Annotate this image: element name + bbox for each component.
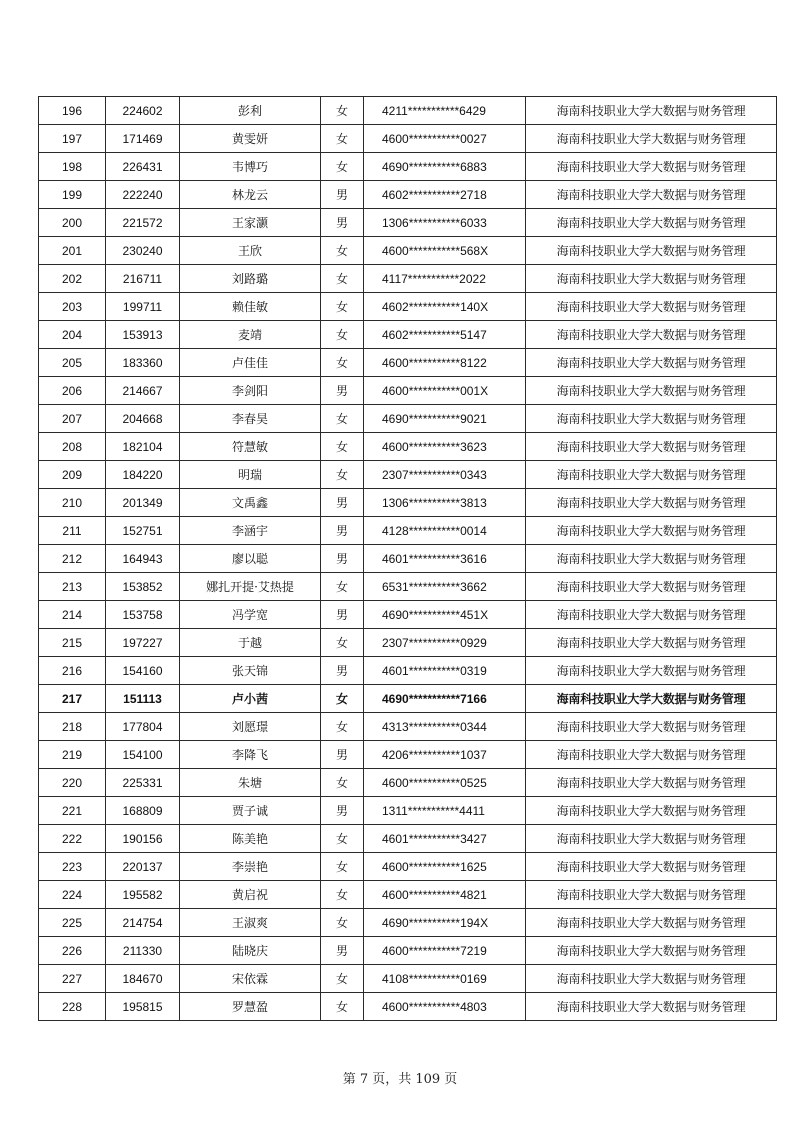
cell-gender: 女: [321, 685, 364, 713]
cell-gender: 男: [321, 601, 364, 629]
cell-gender: 男: [321, 181, 364, 209]
cell-gender: 女: [321, 629, 364, 657]
cell-exam-id: 214667: [106, 377, 180, 405]
table-row: [39, 433, 777, 461]
cell-id-card: 1306***********3813: [364, 489, 526, 517]
cell-id-card: 6531***********3662: [364, 573, 526, 601]
cell-gender: 女: [321, 461, 364, 489]
table-row: [39, 125, 777, 153]
cell-exam-id: 177804: [106, 713, 180, 741]
cell-id-card: 4600***********0525: [364, 769, 526, 797]
cell-row-number: 213: [39, 573, 106, 601]
cell-name: 陈美艳: [180, 825, 321, 853]
cell-name: 李剑阳: [180, 377, 321, 405]
table-row: [39, 629, 777, 657]
cell-exam-id: 151113: [106, 685, 180, 713]
cell-exam-id: 152751: [106, 517, 180, 545]
cell-gender: 女: [321, 993, 364, 1021]
table-row: [39, 853, 777, 881]
cell-row-number: 215: [39, 629, 106, 657]
table-row: [39, 461, 777, 489]
cell-name: 韦博巧: [180, 153, 321, 181]
cell-school-major: 海南科技职业大学大数据与财务管理: [526, 125, 777, 153]
cell-row-number: 199: [39, 181, 106, 209]
table-row: [39, 797, 777, 825]
cell-name: 麦靖: [180, 321, 321, 349]
cell-row-number: 207: [39, 405, 106, 433]
cell-name: 文禹鑫: [180, 489, 321, 517]
cell-gender: 男: [321, 545, 364, 573]
cell-name: 李涵宇: [180, 517, 321, 545]
cell-name: 卢佳佳: [180, 349, 321, 377]
cell-name: 林龙云: [180, 181, 321, 209]
cell-gender: 男: [321, 209, 364, 237]
cell-id-card: 4690***********194X: [364, 909, 526, 937]
cell-exam-id: 224602: [106, 97, 180, 125]
cell-school-major: 海南科技职业大学大数据与财务管理: [526, 433, 777, 461]
cell-name: 朱塘: [180, 769, 321, 797]
cell-gender: 女: [321, 433, 364, 461]
cell-row-number: 223: [39, 853, 106, 881]
cell-row-number: 211: [39, 517, 106, 545]
cell-name: 卢小茜: [180, 685, 321, 713]
cell-id-card: 4600***********0027: [364, 125, 526, 153]
cell-exam-id: 211330: [106, 937, 180, 965]
cell-id-card: 4601***********3616: [364, 545, 526, 573]
cell-exam-id: 153852: [106, 573, 180, 601]
table-row: [39, 601, 777, 629]
cell-id-card: 4600***********1625: [364, 853, 526, 881]
cell-school-major: 海南科技职业大学大数据与财务管理: [526, 321, 777, 349]
cell-school-major: 海南科技职业大学大数据与财务管理: [526, 153, 777, 181]
cell-gender: 女: [321, 965, 364, 993]
cell-school-major: 海南科技职业大学大数据与财务管理: [526, 965, 777, 993]
cell-name: 王欣: [180, 237, 321, 265]
cell-school-major: 海南科技职业大学大数据与财务管理: [526, 853, 777, 881]
table-row: [39, 181, 777, 209]
cell-school-major: 海南科技职业大学大数据与财务管理: [526, 237, 777, 265]
cell-id-card: 4600***********3623: [364, 433, 526, 461]
cell-school-major: 海南科技职业大学大数据与财务管理: [526, 601, 777, 629]
cell-exam-id: 183360: [106, 349, 180, 377]
cell-gender: 女: [321, 713, 364, 741]
cell-name: 宋依霖: [180, 965, 321, 993]
cell-name: 贾子诚: [180, 797, 321, 825]
cell-exam-id: 226431: [106, 153, 180, 181]
table-row: [39, 881, 777, 909]
cell-exam-id: 153758: [106, 601, 180, 629]
cell-school-major: 海南科技职业大学大数据与财务管理: [526, 741, 777, 769]
table-row: [39, 405, 777, 433]
cell-name: 李春昊: [180, 405, 321, 433]
cell-id-card: 4117***********2022: [364, 265, 526, 293]
cell-exam-id: 154160: [106, 657, 180, 685]
cell-school-major: 海南科技职业大学大数据与财务管理: [526, 517, 777, 545]
table-row: [39, 685, 777, 713]
cell-gender: 女: [321, 321, 364, 349]
cell-name: 赖佳敏: [180, 293, 321, 321]
cell-school-major: 海南科技职业大学大数据与财务管理: [526, 685, 777, 713]
cell-exam-id: 195815: [106, 993, 180, 1021]
cell-school-major: 海南科技职业大学大数据与财务管理: [526, 461, 777, 489]
cell-row-number: 200: [39, 209, 106, 237]
cell-exam-id: 182104: [106, 433, 180, 461]
cell-school-major: 海南科技职业大学大数据与财务管理: [526, 769, 777, 797]
table-row: [39, 741, 777, 769]
cell-name: 罗慧盈: [180, 993, 321, 1021]
table-row: [39, 545, 777, 573]
table-row: [39, 321, 777, 349]
cell-row-number: 196: [39, 97, 106, 125]
cell-id-card: 1306***********6033: [364, 209, 526, 237]
cell-name: 李崇艳: [180, 853, 321, 881]
cell-id-card: 4108***********0169: [364, 965, 526, 993]
cell-id-card: 4600***********7219: [364, 937, 526, 965]
cell-row-number: 218: [39, 713, 106, 741]
cell-name: 符慧敏: [180, 433, 321, 461]
cell-school-major: 海南科技职业大学大数据与财务管理: [526, 713, 777, 741]
cell-row-number: 217: [39, 685, 106, 713]
cell-exam-id: 214754: [106, 909, 180, 937]
cell-name: 李降飞: [180, 741, 321, 769]
table-row: [39, 517, 777, 545]
table-row: [39, 713, 777, 741]
cell-row-number: 202: [39, 265, 106, 293]
cell-row-number: 206: [39, 377, 106, 405]
table-row: [39, 293, 777, 321]
cell-id-card: 4602***********140X: [364, 293, 526, 321]
cell-row-number: 226: [39, 937, 106, 965]
page-footer: 第 7 页，共 109 页: [342, 1072, 458, 1087]
cell-name: 明瑞: [180, 461, 321, 489]
cell-school-major: 海南科技职业大学大数据与财务管理: [526, 573, 777, 601]
cell-id-card: 4690***********9021: [364, 405, 526, 433]
cell-row-number: 214: [39, 601, 106, 629]
cell-name: 于越: [180, 629, 321, 657]
cell-exam-id: 230240: [106, 237, 180, 265]
cell-id-card: 4601***********0319: [364, 657, 526, 685]
cell-school-major: 海南科技职业大学大数据与财务管理: [526, 489, 777, 517]
cell-gender: 男: [321, 657, 364, 685]
cell-row-number: 201: [39, 237, 106, 265]
table-row: [39, 825, 777, 853]
cell-exam-id: 204668: [106, 405, 180, 433]
cell-exam-id: 195582: [106, 881, 180, 909]
cell-row-number: 227: [39, 965, 106, 993]
cell-school-major: 海南科技职业大学大数据与财务管理: [526, 629, 777, 657]
cell-name: 王家灏: [180, 209, 321, 237]
cell-name: 娜扎开提·艾热提: [180, 573, 321, 601]
cell-name: 陆晓庆: [180, 937, 321, 965]
cell-id-card: 4690***********451X: [364, 601, 526, 629]
cell-name: 张天锦: [180, 657, 321, 685]
cell-exam-id: 171469: [106, 125, 180, 153]
cell-id-card: 4600***********4821: [364, 881, 526, 909]
cell-gender: 女: [321, 909, 364, 937]
cell-gender: 女: [321, 881, 364, 909]
cell-exam-id: 168809: [106, 797, 180, 825]
cell-id-card: 4600***********001X: [364, 377, 526, 405]
cell-id-card: 4313***********0344: [364, 713, 526, 741]
cell-row-number: 228: [39, 993, 106, 1021]
table-row: [39, 909, 777, 937]
cell-school-major: 海南科技职业大学大数据与财务管理: [526, 97, 777, 125]
cell-gender: 女: [321, 265, 364, 293]
cell-name: 王淑爽: [180, 909, 321, 937]
cell-id-card: 4602***********2718: [364, 181, 526, 209]
cell-name: 黄雯妍: [180, 125, 321, 153]
cell-gender: 女: [321, 853, 364, 881]
cell-id-card: 4690***********6883: [364, 153, 526, 181]
table-row: [39, 993, 777, 1021]
cell-row-number: 222: [39, 825, 106, 853]
cell-exam-id: 184220: [106, 461, 180, 489]
cell-exam-id: 222240: [106, 181, 180, 209]
cell-school-major: 海南科技职业大学大数据与财务管理: [526, 293, 777, 321]
cell-exam-id: 220137: [106, 853, 180, 881]
cell-school-major: 海南科技职业大学大数据与财务管理: [526, 545, 777, 573]
cell-id-card: 2307***********0929: [364, 629, 526, 657]
table-row: [39, 209, 777, 237]
cell-school-major: 海南科技职业大学大数据与财务管理: [526, 937, 777, 965]
cell-school-major: 海南科技职业大学大数据与财务管理: [526, 377, 777, 405]
cell-school-major: 海南科技职业大学大数据与财务管理: [526, 825, 777, 853]
table-body: [39, 97, 777, 1021]
cell-row-number: 221: [39, 797, 106, 825]
cell-school-major: 海南科技职业大学大数据与财务管理: [526, 797, 777, 825]
table-row: [39, 377, 777, 405]
cell-row-number: 208: [39, 433, 106, 461]
cell-exam-id: 225331: [106, 769, 180, 797]
table-row: [39, 937, 777, 965]
table-row: [39, 265, 777, 293]
cell-row-number: 205: [39, 349, 106, 377]
student-list-table: [38, 96, 777, 1021]
cell-name: 廖以聪: [180, 545, 321, 573]
cell-school-major: 海南科技职业大学大数据与财务管理: [526, 209, 777, 237]
cell-id-card: 1311***********4411: [364, 797, 526, 825]
cell-gender: 女: [321, 573, 364, 601]
cell-exam-id: 184670: [106, 965, 180, 993]
cell-school-major: 海南科技职业大学大数据与财务管理: [526, 405, 777, 433]
cell-school-major: 海南科技职业大学大数据与财务管理: [526, 657, 777, 685]
cell-gender: 男: [321, 741, 364, 769]
cell-gender: 女: [321, 237, 364, 265]
cell-gender: 女: [321, 125, 364, 153]
cell-row-number: 225: [39, 909, 106, 937]
cell-id-card: 4211***********6429: [364, 97, 526, 125]
cell-exam-id: 221572: [106, 209, 180, 237]
cell-school-major: 海南科技职业大学大数据与财务管理: [526, 349, 777, 377]
cell-id-card: 4600***********568X: [364, 237, 526, 265]
cell-row-number: 204: [39, 321, 106, 349]
cell-row-number: 219: [39, 741, 106, 769]
cell-exam-id: 154100: [106, 741, 180, 769]
cell-gender: 女: [321, 769, 364, 797]
cell-id-card: 4206***********1037: [364, 741, 526, 769]
cell-id-card: 4600***********8122: [364, 349, 526, 377]
cell-row-number: 197: [39, 125, 106, 153]
cell-id-card: 4690***********7166: [364, 685, 526, 713]
cell-gender: 女: [321, 293, 364, 321]
table-row: [39, 489, 777, 517]
cell-name: 刘愿璟: [180, 713, 321, 741]
cell-gender: 女: [321, 349, 364, 377]
table-row: [39, 965, 777, 993]
cell-name: 刘路璐: [180, 265, 321, 293]
cell-id-card: 4601***********3427: [364, 825, 526, 853]
cell-exam-id: 199711: [106, 293, 180, 321]
cell-gender: 男: [321, 489, 364, 517]
table-row: [39, 153, 777, 181]
cell-gender: 男: [321, 517, 364, 545]
cell-name: 冯学宽: [180, 601, 321, 629]
cell-exam-id: 197227: [106, 629, 180, 657]
cell-school-major: 海南科技职业大学大数据与财务管理: [526, 909, 777, 937]
cell-name: 黄启祝: [180, 881, 321, 909]
cell-gender: 女: [321, 97, 364, 125]
cell-id-card: 4600***********4803: [364, 993, 526, 1021]
cell-exam-id: 201349: [106, 489, 180, 517]
cell-gender: 女: [321, 825, 364, 853]
cell-id-card: 4128***********0014: [364, 517, 526, 545]
cell-gender: 男: [321, 797, 364, 825]
cell-gender: 男: [321, 377, 364, 405]
cell-exam-id: 216711: [106, 265, 180, 293]
cell-row-number: 216: [39, 657, 106, 685]
cell-id-card: 2307***********0343: [364, 461, 526, 489]
table-row: [39, 237, 777, 265]
cell-school-major: 海南科技职业大学大数据与财务管理: [526, 181, 777, 209]
cell-id-card: 4602***********5147: [364, 321, 526, 349]
cell-school-major: 海南科技职业大学大数据与财务管理: [526, 993, 777, 1021]
table-row: [39, 573, 777, 601]
cell-exam-id: 190156: [106, 825, 180, 853]
cell-gender: 女: [321, 405, 364, 433]
cell-name: 彭利: [180, 97, 321, 125]
table-row: [39, 769, 777, 797]
cell-row-number: 210: [39, 489, 106, 517]
cell-row-number: 224: [39, 881, 106, 909]
cell-row-number: 209: [39, 461, 106, 489]
table-row: [39, 97, 777, 125]
cell-exam-id: 164943: [106, 545, 180, 573]
cell-school-major: 海南科技职业大学大数据与财务管理: [526, 881, 777, 909]
cell-school-major: 海南科技职业大学大数据与财务管理: [526, 265, 777, 293]
table-row: [39, 349, 777, 377]
table-row: [39, 657, 777, 685]
cell-gender: 男: [321, 937, 364, 965]
cell-row-number: 203: [39, 293, 106, 321]
cell-row-number: 212: [39, 545, 106, 573]
cell-exam-id: 153913: [106, 321, 180, 349]
cell-row-number: 198: [39, 153, 106, 181]
cell-gender: 女: [321, 153, 364, 181]
cell-row-number: 220: [39, 769, 106, 797]
